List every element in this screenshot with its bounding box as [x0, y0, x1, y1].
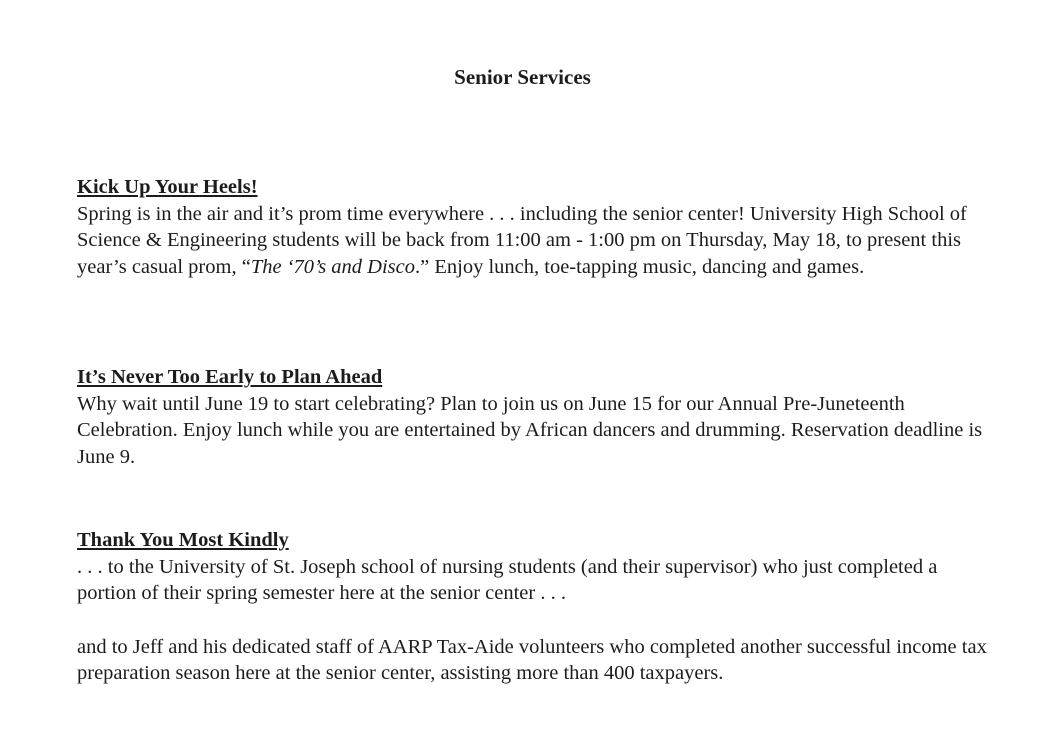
section-heading: It’s Never Too Early to Plan Ahead — [77, 366, 383, 388]
section-body — [77, 201, 997, 281]
section-body: and to Jeff and his dedicated staff of AARP Tax-Aide volunteers who completed another successful income tax preparation season here at the senior center, assisting more than 400 taxpayers. — [77, 635, 987, 684]
page-title: Senior Services — [454, 65, 591, 89]
section-heading: Kick Up Your Heels! — [77, 176, 258, 198]
section-heading: Thank You Most Kindly — [77, 529, 289, 551]
section-thank-you — [77, 527, 997, 687]
body-text-start: Spring is in the air and it’s prom time everywhere . . . including the senior center! University High School of Science & Engineering students will be back from 11:00 am - 1:00 pm on Thursday, May 18, to present this year’s casual prom, “ — [77, 202, 967, 278]
section-plan-ahead — [77, 364, 997, 470]
body-text-end: .” Enjoy lunch, toe-tapping music, dancing and games. — [415, 255, 865, 278]
section-body: Why wait until June 19 to start celebrating? Plan to join us on June 15 for our Annual Pre-Juneteenth Celebration. Enjoy lunch while you are entertained by African dancers and drumming. Reservation deadline is June 9. — [77, 392, 983, 468]
section-kick-up-your-heels — [77, 174, 997, 280]
event-title: The ‘70’s and Disco — [250, 255, 416, 278]
section-body: . . . to the University of St. Joseph school of nursing students (and their supervisor) who just completed a portion of their spring semester here at the senior center . . . — [77, 555, 938, 604]
